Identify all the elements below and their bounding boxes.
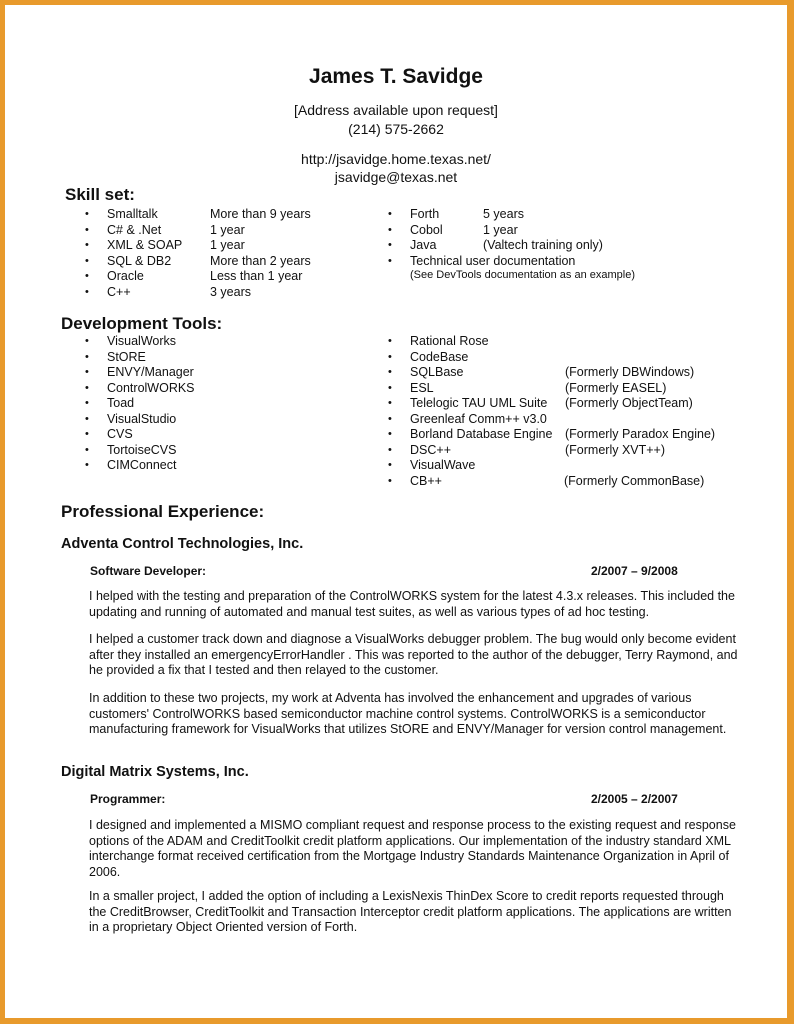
bullet-icon: • xyxy=(85,428,89,440)
tool-name: CodeBase xyxy=(410,349,469,364)
skill-detail: 1 year xyxy=(210,222,245,237)
list-item xyxy=(5,254,775,270)
address-line: [Address available upon request] xyxy=(294,102,498,118)
tool-note: (Formerly Paradox Engine) xyxy=(565,427,716,441)
tool-name: SQLBase xyxy=(410,365,464,379)
tool-name: CIMConnect xyxy=(107,458,177,472)
skill-detail: 1 year xyxy=(483,222,518,237)
tool-note: (Formerly XVT++) xyxy=(565,442,666,457)
bullet-icon: • xyxy=(85,366,89,378)
list-item xyxy=(5,427,775,443)
phone-number: (214) 575-2662 xyxy=(348,121,444,137)
skill-name: Forth xyxy=(410,207,440,221)
bullet-icon: • xyxy=(388,397,392,409)
list-item xyxy=(5,412,775,428)
skill-name: Java xyxy=(410,238,437,252)
list-item xyxy=(5,474,775,490)
skill-name: SQL & DB2 xyxy=(107,253,172,268)
skill-name: Oracle xyxy=(107,269,144,283)
job-paragraph: I helped with the testing and preparation of the ControlWORKS system for the latest 4.3.x releases. This included the updating and running of automated and manual test suites, as well as various types of ad hoc testing. xyxy=(89,589,735,619)
skill-name: XML & SOAP xyxy=(107,238,183,252)
bullet-icon: • xyxy=(388,412,392,425)
list-item xyxy=(5,334,775,350)
skill-name: Smalltalk xyxy=(107,207,158,221)
tool-name: VisualStudio xyxy=(107,411,177,426)
tool-name: ControlWORKS xyxy=(107,380,195,395)
skill-detail: 3 years xyxy=(210,284,251,299)
job-paragraph: I designed and implemented a MISMO compliant request and response process to the existing request and response options of the ADAM and CreditToolkit credit platform applications. Our implementation of the industry standard XML interchange format received certification from the Mortgage Industry Standards Maintenance Organization in April of 2006. xyxy=(89,818,736,879)
tool-name: Rational Rose xyxy=(410,334,489,348)
bullet-icon: • xyxy=(85,270,89,282)
bullet-icon: • xyxy=(85,254,89,267)
bullet-icon: • xyxy=(85,335,89,347)
bullet-icon: • xyxy=(388,350,392,363)
bullet-icon: • xyxy=(388,335,392,347)
list-item xyxy=(5,443,775,459)
tool-name: TortoiseCVS xyxy=(107,442,177,457)
skill-detail: 5 years xyxy=(483,207,524,221)
list-item xyxy=(5,458,775,474)
tool-name: VisualWave xyxy=(410,458,476,472)
experience-heading: Professional Experience: xyxy=(61,502,265,521)
bullet-icon: • xyxy=(388,366,392,378)
bullet-icon: • xyxy=(388,428,392,440)
job-role: Software Developer: xyxy=(90,564,207,578)
skill-detail: (Valtech training only) xyxy=(483,238,603,252)
bullet-icon: • xyxy=(85,223,89,236)
company-name: Adventa Control Technologies, Inc. xyxy=(61,536,304,552)
bullet-icon: • xyxy=(85,443,89,456)
bullet-icon: • xyxy=(85,208,89,220)
skills-note: (See DevTools documentation as an example) xyxy=(410,269,636,281)
tool-name: Toad xyxy=(107,396,135,410)
bullet-icon: • xyxy=(85,381,89,394)
skill-detail: More than 9 years xyxy=(210,207,311,221)
list-item xyxy=(5,207,775,223)
bullet-icon: • xyxy=(388,239,392,251)
email-link[interactable]: jsavidge@texas.net xyxy=(334,169,458,185)
list-item xyxy=(5,350,775,366)
bullet-icon: • xyxy=(85,239,89,251)
skill-detail: Less than 1 year xyxy=(210,269,303,283)
bullet-icon: • xyxy=(388,443,392,456)
bullet-icon: • xyxy=(85,285,89,298)
tool-note: (Formerly DBWindows) xyxy=(565,365,695,379)
tool-name: StORE xyxy=(107,349,146,364)
tools-heading: Development Tools: xyxy=(61,314,223,333)
bullet-icon: • xyxy=(388,459,392,471)
skill-name: Cobol xyxy=(410,222,443,237)
job-paragraph: In a smaller project, I added the option of including a LexisNexis ThinDex Score to credit reports requested through the CreditBrowser, CreditToolkit and Transaction Interceptor credit platform applications. The applications are written in a proprietary Object Oriented version of Forth. xyxy=(89,889,732,934)
skill-detail: More than 2 years xyxy=(210,253,311,268)
skills-heading: Skill set: xyxy=(65,185,135,204)
skill-name: C# & .Net xyxy=(107,222,162,237)
skill-name: C++ xyxy=(107,284,131,299)
tool-name: VisualWorks xyxy=(107,334,177,348)
list-item xyxy=(5,365,775,381)
bullet-icon: • xyxy=(388,208,392,220)
list-item xyxy=(5,381,775,397)
tool-name: ENVY/Manager xyxy=(107,365,194,379)
job-dates: 2/2007 – 9/2008 xyxy=(591,564,678,578)
bullet-icon: • xyxy=(85,459,89,471)
tool-note: (Formerly CommonBase) xyxy=(564,473,705,488)
skill-name: Technical user documentation xyxy=(410,253,576,268)
bullet-icon: • xyxy=(388,223,392,236)
tool-note: (Formerly ObjectTeam) xyxy=(565,396,693,410)
list-item xyxy=(5,396,775,412)
tool-name: ESL xyxy=(410,380,434,395)
job-role: Programmer: xyxy=(90,792,166,806)
list-item xyxy=(5,238,775,254)
tool-name: Telelogic TAU UML Suite xyxy=(410,396,548,410)
job-paragraph: I helped a customer track down and diagnose a VisualWorks debugger problem. The bug would only become evident after they installed an emergencyErrorHandler . This was reported to the author of the debugger, Terry Raymond, and he provided a fix that I tested and then relayed to the customer. xyxy=(89,632,738,677)
tool-note: (Formerly EASEL) xyxy=(565,380,667,395)
tool-name: Greenleaf Comm++ v3.0 xyxy=(410,411,547,426)
tool-name: DSC++ xyxy=(410,442,451,457)
bullet-icon: • xyxy=(85,350,89,363)
bullet-icon: • xyxy=(85,397,89,409)
list-item xyxy=(5,285,385,301)
skill-detail: 1 year xyxy=(210,238,245,252)
resume-page xyxy=(5,5,787,1018)
bullet-icon: • xyxy=(85,412,89,425)
bullet-icon: • xyxy=(388,474,392,487)
list-item xyxy=(5,223,775,239)
list-item xyxy=(5,269,385,285)
job-dates: 2/2005 – 2/2007 xyxy=(591,792,678,806)
bullet-icon: • xyxy=(388,254,392,267)
tool-name: CB++ xyxy=(410,473,442,488)
company-name: Digital Matrix Systems, Inc. xyxy=(61,764,249,780)
tool-name: CVS xyxy=(107,427,133,441)
website-link[interactable]: http://jsavidge.home.texas.net/ xyxy=(301,151,491,167)
bullet-icon: • xyxy=(388,381,392,394)
candidate-name: James T. Savidge xyxy=(309,65,483,88)
tool-name: Borland Database Engine xyxy=(410,427,553,441)
job-paragraph: In addition to these two projects, my work at Adventa has involved the enhancement and upgrades of various customers' ControlWORKS based semiconductor machine control systems. ControlWORKS is a semiconductor manufacturing framework for VisualWorks that utilizes StORE and ENVY/Manager for version control management. xyxy=(89,691,727,736)
